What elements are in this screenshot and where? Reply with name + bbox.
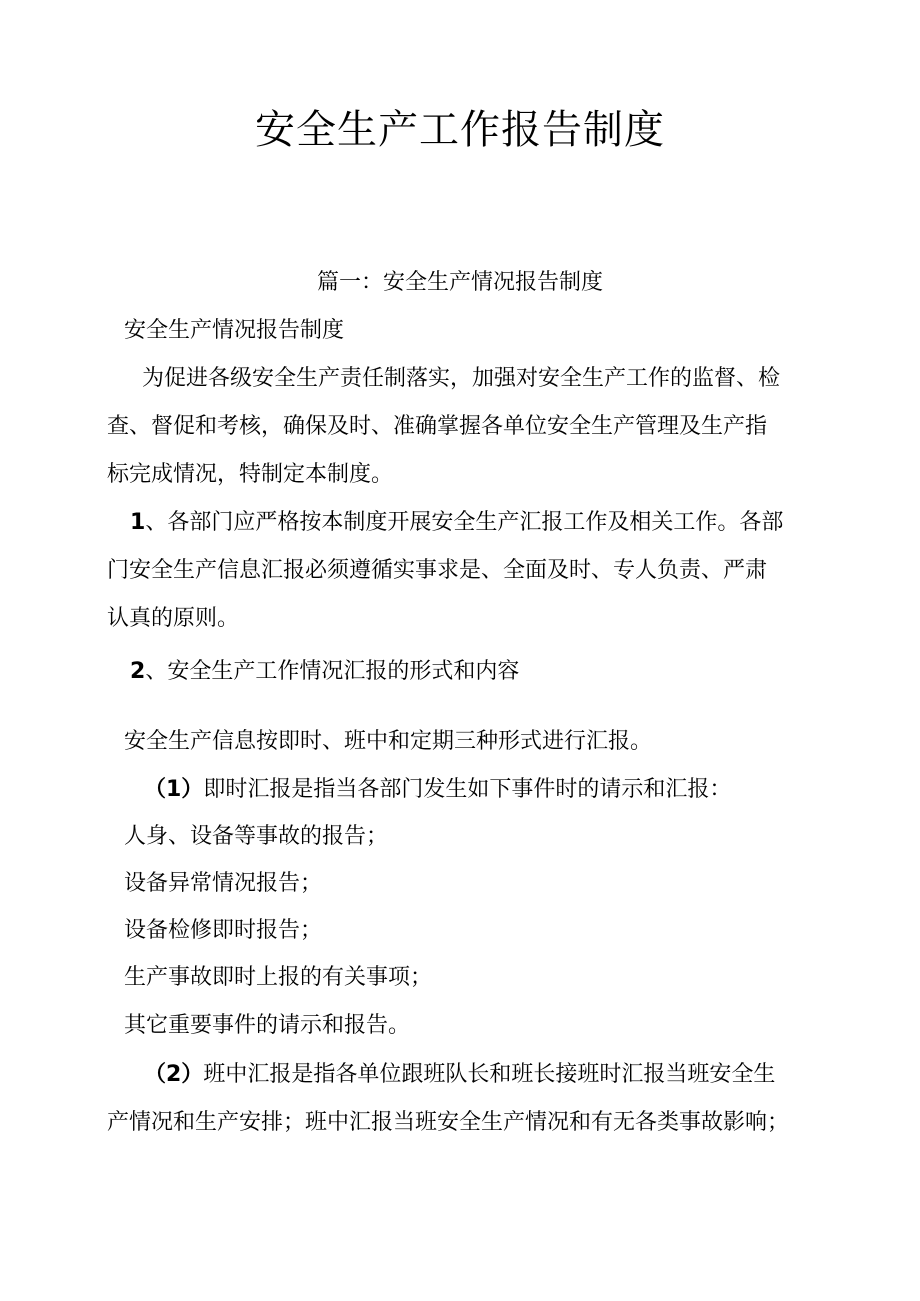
sub-1-heading: [144, 775, 854, 805]
item-2-heading: [130, 657, 840, 687]
item-2-text: 、安全生产工作情况汇报的形式和内容: [145, 659, 520, 684]
item-1-number: 1: [130, 510, 146, 535]
sub-1-item-3: 设备检修即时报告；: [124, 918, 323, 943]
intro-line-2: 查、督促和考核，确保及时、准确掌握各单位安全生产管理及生产指: [107, 414, 768, 439]
sub-2-line-1: [144, 1060, 854, 1090]
section-heading: 安全生产情况报告制度: [124, 318, 345, 343]
intro-line-3: 标完成情况，特制定本制度。: [107, 462, 394, 487]
sub-2-text: 班中汇报是指各单位跟班队长和班长接班时汇报当班安全生: [203, 1062, 776, 1087]
sub-1-item-4: 生产事故即时上报的有关事项；: [124, 965, 433, 990]
item-2-number: 2: [130, 659, 146, 684]
item-1-text: 、各部门应严格按本制度开展安全生产汇报工作及相关工作。各部: [145, 510, 784, 535]
item-1-line-1: [130, 508, 840, 538]
document-title: 安全生产工作报告制度: [255, 107, 665, 153]
sub-1-item-1: 人身、设备等事故的报告；: [124, 824, 389, 849]
sub-2-line-2: 产情况和生产安排；班中汇报当班安全生产情况和有无各类事故影响；: [107, 1110, 790, 1135]
document-subtitle: 篇一：安全生产情况报告制度: [316, 270, 603, 295]
forms-text: 安全生产信息按即时、班中和定期三种形式进行汇报。: [124, 729, 653, 754]
item-1-line-3: 认真的原则。: [107, 606, 240, 631]
sub-1-number: （1）: [144, 777, 204, 802]
intro-line-1: 为促进各级安全生产责任制落实，加强对安全生产工作的监督、检: [142, 366, 781, 391]
sub-1-item-5: 其它重要事件的请示和报告。: [124, 1013, 411, 1038]
item-1-line-2: 门安全生产信息汇报必须遵循实事求是、全面及时、专人负责、严肃: [107, 558, 768, 583]
sub-1-text: 即时汇报是指当各部门发生如下事件时的请示和汇报：: [203, 777, 732, 802]
sub-1-item-2: 设备异常情况报告；: [124, 871, 323, 896]
sub-2-number: （2）: [144, 1062, 204, 1087]
